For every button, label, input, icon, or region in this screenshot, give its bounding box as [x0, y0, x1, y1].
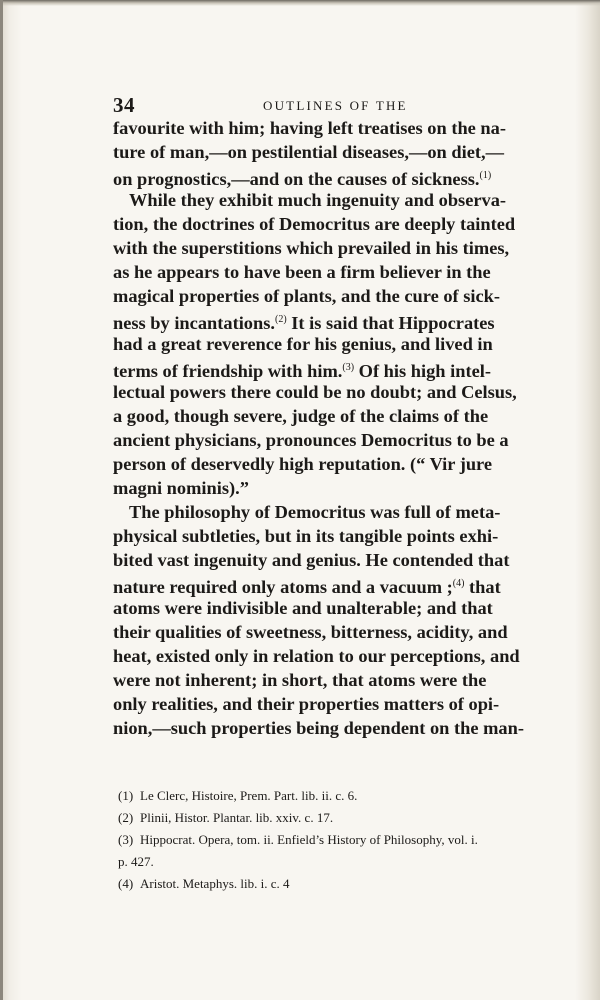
- footnote-reference: (1): [479, 170, 492, 181]
- footnotes: [118, 785, 588, 895]
- footnote-reference: (4): [452, 578, 465, 589]
- text-line: [113, 452, 593, 476]
- line-text: bited vast ingenuity and genius. He contended that: [113, 550, 510, 570]
- text-line: [113, 332, 593, 356]
- text-line: [113, 164, 593, 188]
- line-text: atoms were indivisible and unalterable; and that: [113, 598, 493, 618]
- text-line: [113, 500, 593, 524]
- line-text: ture of man,—on pestilential diseases,—on diet,—: [113, 142, 504, 162]
- line-text: nature required only atoms and a vacuum ;: [113, 577, 453, 597]
- line-text-continued: Of his high intel-: [354, 361, 491, 381]
- footnote-text: Plinii, Histor. Plantar. lib. xxiv. c. 17.: [140, 810, 334, 825]
- text-line: [113, 212, 593, 236]
- text-line: [113, 476, 593, 500]
- line-text: magni nominis).”: [113, 478, 249, 498]
- text-line: [113, 140, 593, 164]
- line-text: person of deservedly high reputation. (“ Vir jure: [113, 454, 493, 474]
- text-line: [113, 692, 593, 716]
- line-text: ness by incantations.: [113, 313, 275, 333]
- page-top-edge: [0, 0, 600, 6]
- text-line: [113, 644, 593, 668]
- text-line: [113, 308, 593, 332]
- text-line: [113, 404, 593, 428]
- footnote-marker: (4): [118, 876, 134, 891]
- text-line: [113, 716, 593, 740]
- line-text: a good, though severe, judge of the claims of the: [113, 406, 489, 426]
- text-line: [113, 188, 593, 212]
- line-text: their qualities of sweetness, bitterness, acidity, and: [113, 622, 508, 642]
- text-line: [113, 236, 593, 260]
- footnote: [118, 785, 588, 807]
- line-text: While they exhibit much ingenuity and observa-: [129, 190, 507, 210]
- text-line: [113, 572, 593, 596]
- line-text: ancient physicians, pronounces Democritus to be a: [113, 430, 509, 450]
- footnote: [118, 829, 588, 851]
- footnote-text: Le Clerc, Histoire, Prem. Part. lib. ii. c. 6.: [140, 788, 358, 803]
- line-text: as he appears to have been a firm believer in the: [113, 262, 491, 282]
- text-line: [113, 548, 593, 572]
- footnote-marker: (2): [118, 810, 134, 825]
- line-text: with the superstitions which prevailed in his times,: [113, 238, 510, 258]
- page-number: 34: [113, 93, 135, 117]
- line-text: lectual powers there could be no doubt; and Celsus,: [113, 382, 517, 402]
- running-head: OUTLINES OF THE: [263, 98, 408, 113]
- text-line: [113, 668, 593, 692]
- line-text-continued: It is said that Hippocrates: [286, 313, 495, 333]
- text-line: [113, 596, 593, 620]
- line-text-continued: that: [464, 577, 501, 597]
- text-line: [113, 116, 593, 140]
- line-text: heat, existed only in relation to our perceptions, and: [113, 646, 520, 666]
- text-line: [113, 260, 593, 284]
- footnote: [118, 851, 588, 873]
- footnote-text: p. 427.: [118, 854, 154, 869]
- line-text: tion, the doctrines of Democritus are deeply tainted: [113, 214, 516, 234]
- body-text: [113, 116, 593, 740]
- line-text: nion,—such properties being dependent on the man-: [113, 718, 524, 738]
- footnote-text: Hippocrat. Opera, tom. ii. Enfield’s History of Philosophy, vol. i.: [140, 832, 478, 847]
- footnote: [118, 807, 588, 829]
- line-text: favourite with him; having left treatises on the na-: [113, 118, 506, 138]
- text-line: [113, 380, 593, 404]
- footnote-reference: (3): [342, 362, 355, 373]
- text-line: [113, 356, 593, 380]
- text-line: [113, 284, 593, 308]
- page-left-edge: [0, 0, 3, 1000]
- footnote-marker: (1): [118, 788, 134, 803]
- text-line: [113, 428, 593, 452]
- footnote-reference: (2): [274, 314, 287, 325]
- footnote: [118, 873, 588, 895]
- line-text: on prognostics,—and on the causes of sickness.: [113, 169, 480, 189]
- line-text: had a great reverence for his genius, and lived in: [113, 334, 493, 354]
- line-text: only realities, and their properties matters of opi-: [113, 694, 500, 714]
- footnote-text: Aristot. Metaphys. lib. i. c. 4: [140, 876, 290, 891]
- text-line: [113, 524, 593, 548]
- line-text: terms of friendship with him.: [113, 361, 343, 381]
- line-text: physical subtleties, but in its tangible points exhi-: [113, 526, 499, 546]
- line-text: The philosophy of Democritus was full of meta-: [129, 502, 501, 522]
- page-header: [0, 93, 600, 117]
- line-text: magical properties of plants, and the cure of sick-: [113, 286, 501, 306]
- line-text: were not inherent; in short, that atoms were the: [113, 670, 487, 690]
- text-line: [113, 620, 593, 644]
- footnote-marker: (3): [118, 832, 134, 847]
